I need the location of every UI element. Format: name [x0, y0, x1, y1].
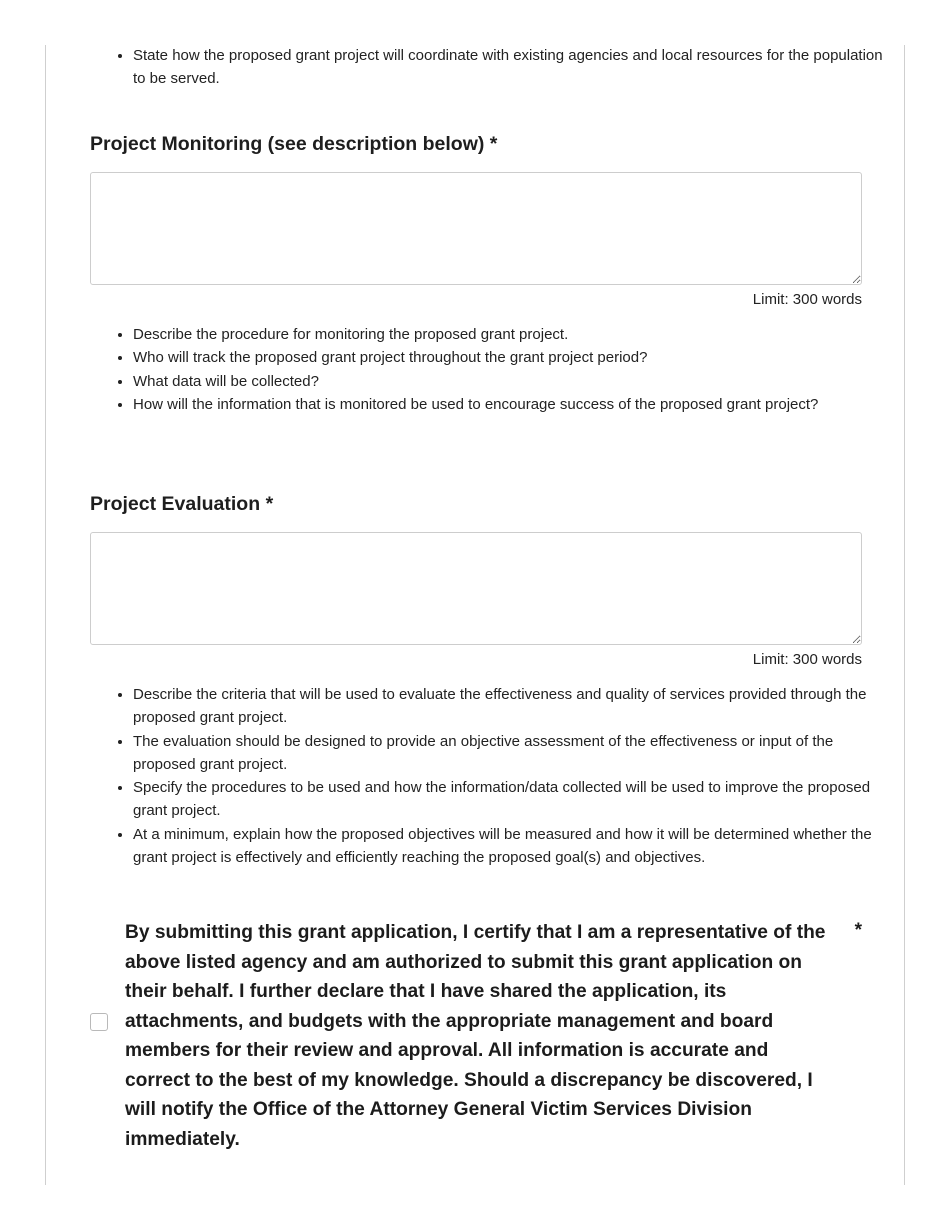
certification-checkbox[interactable] — [90, 1013, 108, 1031]
list-item: • Describe the procedure for monitoring the proposed grant project. — [133, 323, 883, 346]
list-item: • Describe the criteria that will be used to evaluate the effectiveness and quality of services provided through the proposed grant project. — [133, 683, 883, 730]
list-item: • How will the information that is monitored be used to encourage success of the proposed grant project? — [133, 393, 883, 416]
evaluation-word-limit: Limit: 300 words — [752, 651, 862, 668]
monitoring-textarea[interactable] — [90, 172, 862, 285]
monitoring-bullet-list — [112, 323, 883, 416]
list-item: • At a minimum, explain how the proposed objectives will be measured and how it will be determined whether the grant project is effectively and efficiently reaching the proposed goal(s) and objectives. — [133, 823, 883, 870]
list-item: • What data will be collected? — [133, 370, 883, 393]
required-marker: * — [265, 493, 274, 515]
list-item: • Who will track the proposed grant project throughout the grant project period? — [133, 346, 883, 369]
list-item: • Specify the procedures to be used and how the information/data collected will be used to improve the proposed grant project. — [133, 776, 883, 823]
evaluation-label — [90, 493, 273, 516]
certification-field — [90, 918, 862, 1150]
evaluation-textarea[interactable] — [90, 532, 862, 645]
evaluation-label-text: Project Evaluation — [90, 493, 261, 515]
coordination-bullet-list — [112, 44, 883, 91]
required-marker: * — [854, 920, 862, 941]
monitoring-word-limit: Limit: 300 words — [752, 291, 862, 308]
evaluation-bullet-list — [112, 683, 883, 869]
list-item: • State how the proposed grant project will coordinate with existing agencies and local resources for the population to be served. — [133, 44, 883, 91]
monitoring-label — [90, 133, 497, 156]
certification-statement[interactable]: By submitting this grant application, I certify that I am a representative of the above listed agency and am authorized to submit this grant application on their behalf. I further declare that I have shared the application, its attachments, and budgets with the appropriate management and board members for their review and approval. All information is accurate and correct to the best of my knowledge. Should a discrepancy be discovered, I will notify the Office of the Attorney General Victim Services Division immediately. — [125, 922, 826, 1150]
required-marker: * — [489, 133, 498, 155]
list-item: • The evaluation should be designed to provide an objective assessment of the effectiveness or input of the proposed grant project. — [133, 730, 883, 777]
monitoring-label-text: Project Monitoring (see description below) — [90, 133, 485, 155]
